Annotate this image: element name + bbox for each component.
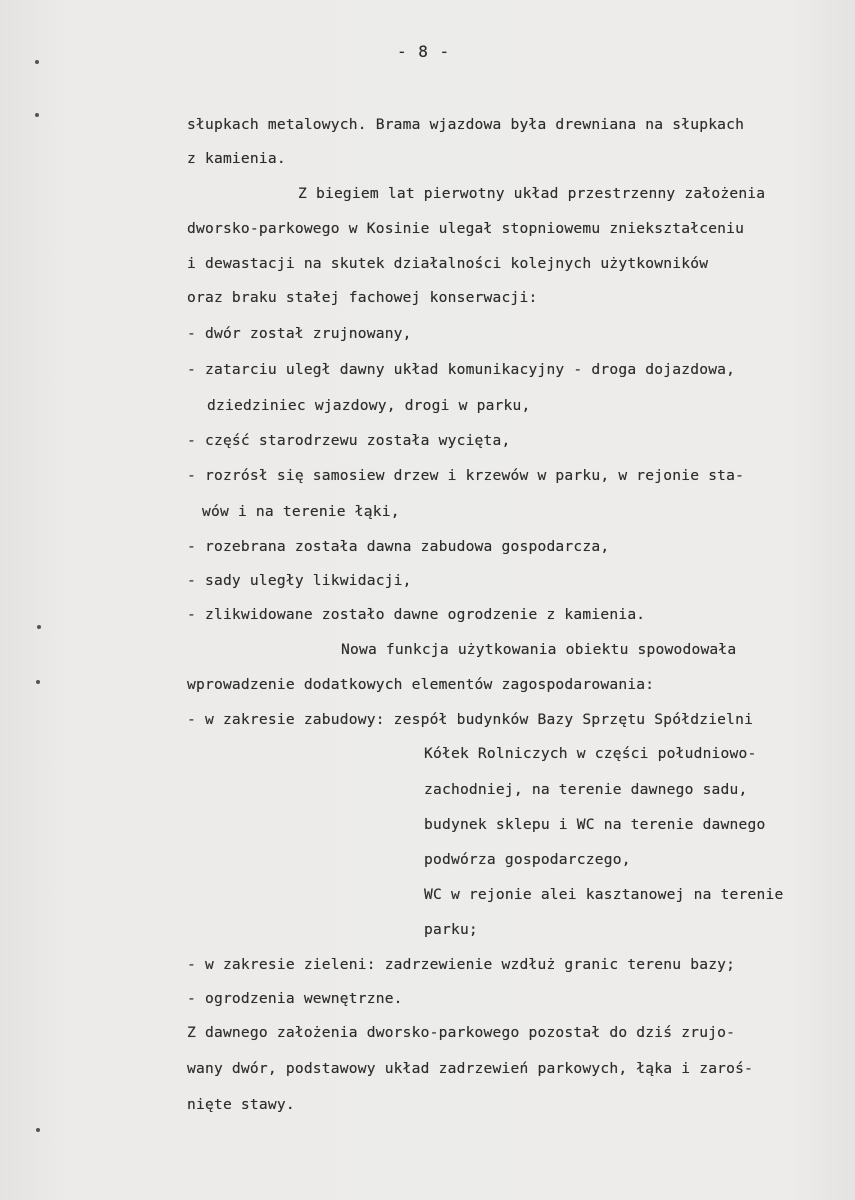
text-line: oraz braku stałej fachowej konserwacji: bbox=[187, 289, 538, 306]
list-item-continuation: dziedziniec wjazdowy, drogi w parku, bbox=[207, 397, 531, 414]
text-line: z kamienia. bbox=[187, 150, 286, 167]
text-line: nięte stawy. bbox=[187, 1096, 295, 1113]
list-item-continuation: zachodniej, na terenie dawnego sadu, bbox=[424, 781, 748, 798]
page-number: - 8 - bbox=[397, 42, 451, 61]
list-item: - rozebrana została dawna zabudowa gospodarcza, bbox=[187, 538, 610, 555]
list-item: - zlikwidowane zostało dawne ogrodzenie z kamienia. bbox=[187, 606, 646, 623]
text-line: Z biegiem lat pierwotny układ przestrzenny założenia bbox=[298, 185, 766, 202]
list-item: - w zakresie zieleni: zadrzewienie wzdłuż granic terenu bazy; bbox=[187, 956, 736, 973]
list-item-continuation: wów i na terenie łąki, bbox=[202, 503, 400, 520]
text-line: i dewastacji na skutek działalności kolejnych użytkowników bbox=[187, 255, 709, 272]
punch-mark bbox=[35, 113, 39, 117]
list-item: - ogrodzenia wewnętrzne. bbox=[187, 990, 403, 1007]
text-line: wprowadzenie dodatkowych elementów zagospodarowania: bbox=[187, 676, 655, 693]
list-item-continuation: parku; bbox=[424, 921, 478, 938]
list-item: - zatarciu uległ dawny układ komunikacyjny - droga dojazdowa, bbox=[187, 361, 736, 378]
list-item-continuation: podwórza gospodarczego, bbox=[424, 851, 631, 868]
punch-mark bbox=[35, 60, 39, 64]
list-item: - w zakresie zabudowy: zespół budynków Bazy Sprzętu Spółdzielni bbox=[187, 711, 754, 728]
text-line: dworsko-parkowego w Kosinie ulegał stopniowemu zniekształceniu bbox=[187, 220, 745, 237]
text-line: wany dwór, podstawowy układ zadrzewień parkowych, łąka i zaroś- bbox=[187, 1060, 754, 1077]
text-line: Z dawnego założenia dworsko-parkowego pozostał do dziś zrujo- bbox=[187, 1024, 736, 1041]
list-item: - dwór został zrujnowany, bbox=[187, 325, 412, 342]
list-item-continuation: WC w rejonie alei kasztanowej na terenie bbox=[424, 886, 784, 903]
list-item: - sady uległy likwidacji, bbox=[187, 572, 412, 589]
text-line: słupkach metalowych. Brama wjazdowa była drewniana na słupkach bbox=[187, 116, 745, 133]
list-item: - część starodrzewu została wycięta, bbox=[187, 432, 511, 449]
list-item-continuation: budynek sklepu i WC na terenie dawnego bbox=[424, 816, 766, 833]
punch-mark bbox=[36, 680, 40, 684]
punch-mark bbox=[37, 625, 41, 629]
text-line: Nowa funkcja użytkowania obiektu spowodowała bbox=[341, 641, 737, 658]
list-item: - rozrósł się samosiew drzew i krzewów w parku, w rejonie sta- bbox=[187, 467, 745, 484]
punch-mark bbox=[36, 1128, 40, 1132]
list-item-continuation: Kółek Rolniczych w części południowo- bbox=[424, 745, 757, 762]
